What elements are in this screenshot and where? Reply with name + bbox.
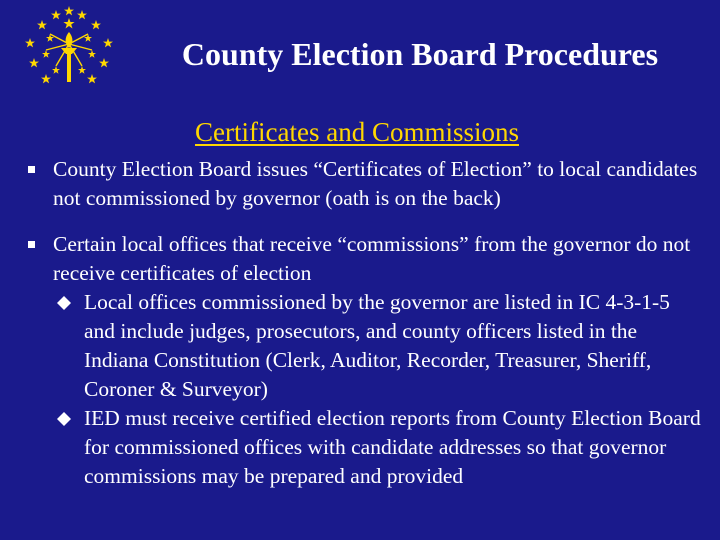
slide-subtitle-text: Certificates and Commissions [195, 117, 519, 147]
slide-title: County Election Board Procedures [181, 36, 659, 72]
bullet-list [22, 155, 702, 491]
diamond-bullet-icon [56, 295, 72, 311]
star-icon [52, 66, 60, 74]
star-icon [103, 38, 113, 47]
star-icon [37, 20, 47, 29]
slide-subtitle [0, 116, 714, 148]
bullet-item [22, 230, 702, 491]
bullet-item [22, 155, 702, 213]
star-icon [51, 10, 61, 19]
indiana-flag-icon [14, 4, 124, 100]
star-icon [29, 58, 39, 67]
star-icon [91, 20, 101, 29]
bullet-text: Certain local offices that receive “commissions” from the governor do not receive certificates of election [53, 232, 691, 285]
star-icon [41, 74, 51, 83]
star-icon [78, 66, 86, 74]
star-icon [87, 74, 97, 83]
square-bullet-icon [28, 241, 35, 248]
star-icon [25, 38, 35, 47]
bullet-text: County Election Board issues “Certificates of Election” to local candidates not commissioned by governor (oath is on the back) [53, 157, 698, 210]
star-icon [42, 50, 50, 58]
sub-bullet-text: Local offices commissioned by the governor are listed in IC 4-3-1-5 and include judges, prosecutors, and county officers listed in the Indiana Constitution (Clerk, Auditor, Recorder, Treasurer, Sheriff, Coroner & Surveyor) [84, 290, 670, 401]
sub-bullet-item [53, 288, 702, 404]
star-icon [63, 18, 74, 29]
star-icon [99, 58, 109, 67]
sub-bullet-item [53, 404, 702, 491]
sub-bullet-text: IED must receive certified election reports from County Election Board for commissioned offices with candidate addresses so that governor commissions may be prepared and provided [84, 406, 701, 488]
square-bullet-icon [28, 166, 35, 173]
diamond-bullet-icon [56, 411, 72, 427]
star-icon [64, 6, 74, 15]
star-icon [88, 50, 96, 58]
star-icon [77, 10, 87, 19]
